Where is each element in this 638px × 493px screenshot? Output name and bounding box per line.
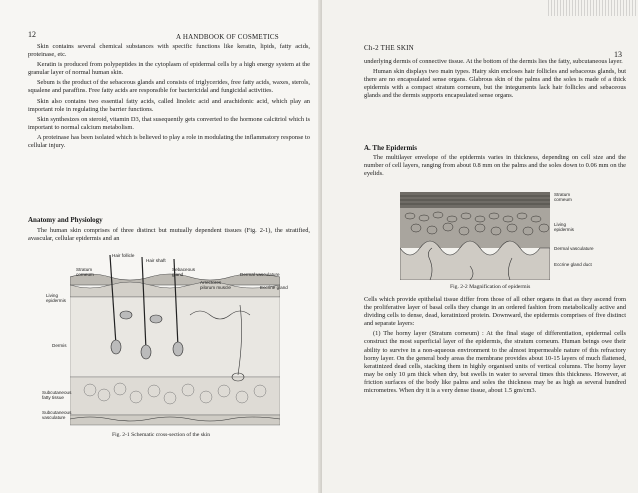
page-number: 13 [614, 50, 622, 59]
label-subcutaneous-fatty-tissue: Subcutaneous fatty tissue [42, 390, 72, 400]
running-head: Ch-2 THE SKIN [364, 44, 414, 52]
label-subcutaneous-vasculature: Subcutaneous vasculature [42, 410, 72, 420]
running-head: A HANDBOOK OF COSMETICS [176, 33, 279, 41]
label-dermal-vasculature: Dermal vasculature [554, 246, 594, 251]
label-dermal-vasculature: Dermal vasculature [240, 272, 280, 277]
figure-caption: Fig. 2-1 Schematic cross-section of the skin [112, 432, 211, 438]
label-hair-shaft: Hair shaft [146, 258, 166, 263]
paragraph: Human skin displays two main types. Hairy skin encloses hair follicles and sebaceous glands, but there are no encapsulated sense organs. Glabrous skin of the palms and the soles is made of a thick epidermis with a compact stratum corneum, but the integuments lack hair follicles and sebaceous glands and the dermis supports encapsulated sense organs. [364, 68, 626, 100]
label-stratum-corneum: Stratum corneum [554, 192, 572, 202]
paragraph: (1) The horny layer (Stratum corneum) : At the final stage of differentiation, epidermal cells construct the most superficial layer of the epidermis, the stratum corneum. Human beings owe their ability to survive in a non-aqueous environment to the almost impermeable nature of this refractory horny layer. On the general body areas the membrane provides about 10-15 layers of much flattened, keratinized dead cells, stacking them in highly organised units of vertical columns. The horny layer may be only 10 μm thick when dry, but swells in water to several times this thickness. However, at friction surfaces of the body like palms and soles the thickness may be as high as several hundred micrometres. When dry it is a very dense tissue, about 1.5 gm/cm3. [364, 330, 626, 395]
body-text [364, 58, 626, 102]
paragraph: Cells which provide epithelial tissue differ from those of all other organs in that as they ascend from the proliferative layer of basal cells they change in an ordered fashion from metabolically active and dividing cells to dense, dead, keratinized protein. Downward, the epidermis comprises of five distinct and separate layers: [364, 296, 626, 328]
label-eccrine-gland: Eccrine gland [260, 285, 288, 290]
label-dermis: Dermis [52, 343, 67, 348]
skin-cross-section-figure [70, 255, 280, 430]
paragraph: Keratin is produced from polypeptides in the cytoplasm of epidermal cells by a high energy system at the granular layer of normal human skin. [28, 61, 310, 77]
label-living-epidermis: Living epidermis [554, 222, 574, 232]
paragraph: The human skin comprises of three distinct but mutually dependent tissues (Fig. 2-1), the stratified, avascular, cellular epidermis and an [28, 227, 310, 243]
label-eccrine-gland-duct: Eccrine gland duct [554, 262, 592, 267]
section-heading: A. The Epidermis [364, 144, 417, 152]
label-stratum-corneum: Stratum corneum [76, 267, 94, 277]
paragraph: underlying dermis of connective tissue. At the bottom of the dermis lies the fatty, subcutaneous layer. [364, 58, 623, 65]
label-arrectores-pilorum: Arrectores pilorum muscle [200, 280, 231, 290]
paragraph: A proteinase has been isolated which is believed to play a role in modulating the inflammatory response to cellular injury. [28, 133, 310, 150]
paragraph: Skin also contains two essential fatty acids, called linoleic acid and arachidonic acid, which play an important role in regulating the barrier functions. [28, 97, 310, 113]
body-text [28, 43, 310, 152]
right-page [322, 0, 638, 493]
paragraph: The multilayer envelope of the epidermis varies in thickness, depending on cell size and the number of cell layers, ranging from about 0.8 mm on the palms and the soles down to 0.06 mm on the eyelids. [364, 154, 626, 178]
paragraph: Skin contains several chemical substances with specific functions like keratin, lipids, fatty acids, proteinase, etc. [28, 43, 310, 59]
page-number: 12 [28, 30, 36, 39]
figure-caption: Fig. 2-2 Magnification of epidermis [450, 284, 531, 290]
label-living-epidermis: Living epidermis [46, 293, 66, 303]
body-text [28, 227, 310, 245]
paragraph: Skin synthesizes on steroid, vitamin D3, that susequently gets converted to the hormone calcitriol which is important to normal calcium metabolism. [28, 115, 310, 131]
label-sebaceous-gland: Sebaceous gland [172, 267, 195, 277]
body-text [364, 296, 626, 397]
body-text [364, 154, 626, 180]
paragraph: Sebum is the product of the sebaceous glands and consists of triglycerides, free fatty acids, waxes, sterols, squalene and paraffins. Free fatty acids are responsible for bactericidal and fungicidal activities. [28, 79, 310, 95]
label-hair-follicle: Hair follicle [112, 253, 135, 258]
scan-artifact [548, 0, 638, 16]
epidermis-magnification-figure [400, 192, 550, 280]
section-heading: Anatomy and Physiology [28, 216, 103, 224]
